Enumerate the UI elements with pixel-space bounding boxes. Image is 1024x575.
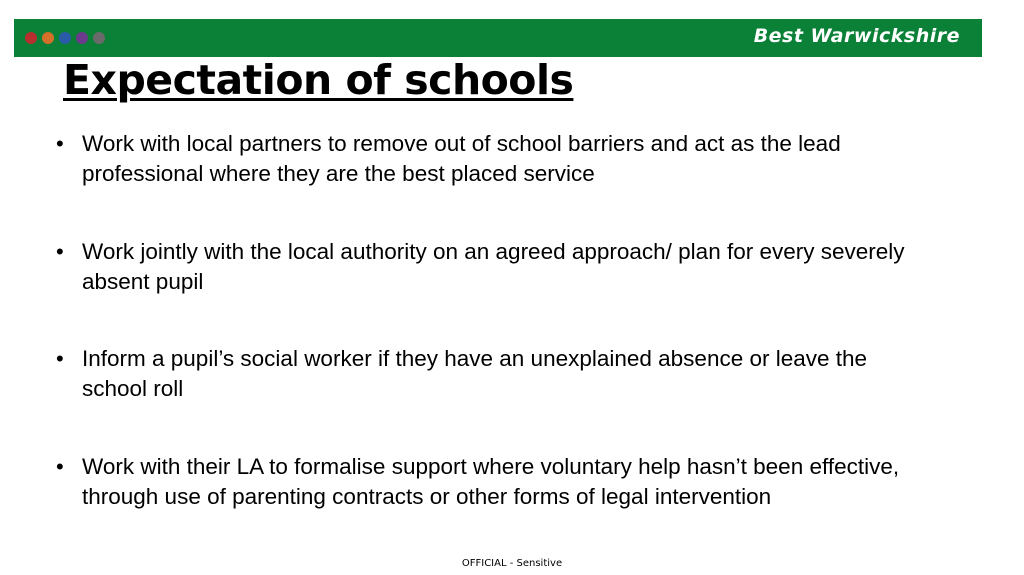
purple-dot-icon xyxy=(76,32,88,44)
bullet-text: Work jointly with the local authority on an agreed approach/ plan for every severely absent pupil xyxy=(82,239,905,294)
classification-footer: OFFICIAL - Sensitive xyxy=(461,558,563,569)
blue-dot-icon xyxy=(59,32,71,44)
bullet-icon: • xyxy=(56,454,64,479)
brand-dots xyxy=(25,32,105,44)
bullet-text: Work with their LA to formalise support where voluntary help hasn’t been effective, through use of parenting contracts or other forms of legal intervention xyxy=(82,454,900,509)
header-banner xyxy=(14,19,982,57)
bullet-icon: • xyxy=(56,131,64,156)
grey-dot-icon xyxy=(93,32,105,44)
list-item xyxy=(56,237,936,297)
list-item xyxy=(56,344,936,404)
red-dot-icon xyxy=(25,32,37,44)
bullet-icon: • xyxy=(56,346,64,371)
brand-logo-text: Best Warwickshire xyxy=(753,25,960,47)
list-item xyxy=(56,452,936,512)
bullet-icon: • xyxy=(56,239,64,264)
slide-title: Expectation of schools xyxy=(63,56,574,104)
list-item xyxy=(56,129,936,189)
bullet-text: Work with local partners to remove out of school barriers and act as the lead professional where they are the best placed service xyxy=(82,131,841,186)
orange-dot-icon xyxy=(42,32,54,44)
bullet-text: Inform a pupil’s social worker if they have an unexplained absence or leave the school roll xyxy=(82,346,868,401)
